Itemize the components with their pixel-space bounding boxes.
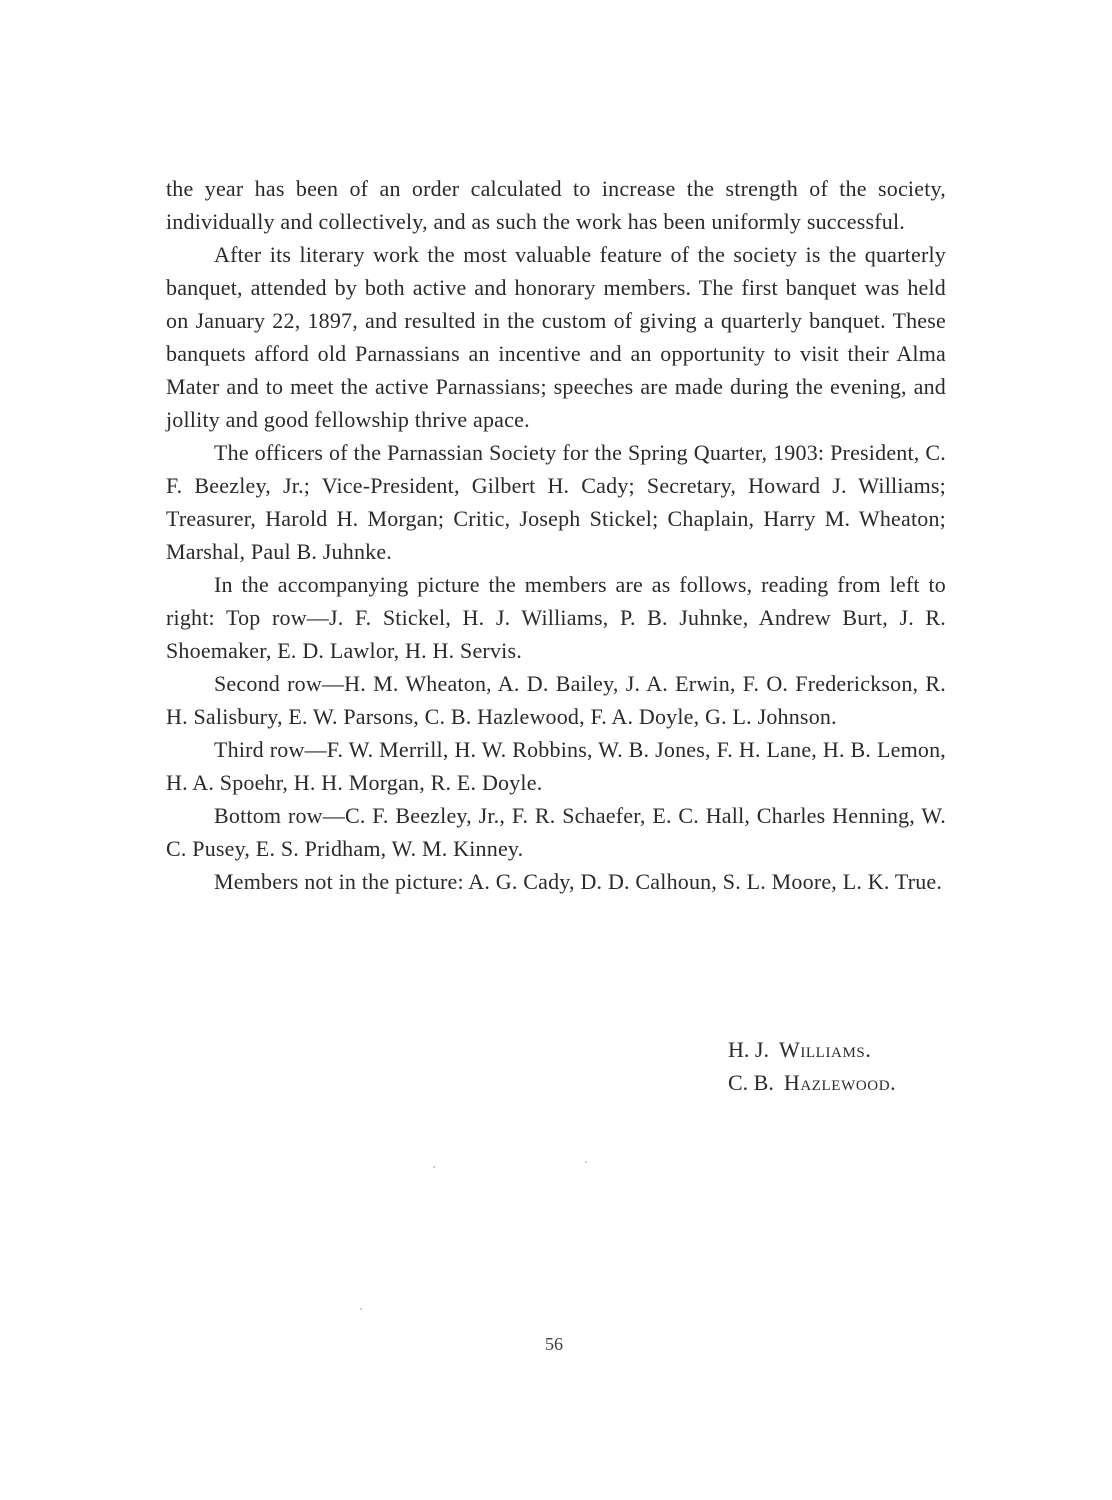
scan-speck [585,1161,587,1163]
paragraph-third-row: Third row—F. W. Merrill, H. W. Robbins, W. B. Jones, F. H. Lane, H. B. Lemon, H. A. Spoehr, H. H. Morgan, R. E. Doyle. [166,737,946,795]
scan-speck [433,1166,435,1168]
paragraph-absent-members: Members not in the picture: A. G. Cady, D. D. Calhoun, S. L. Moore, L. K. True. [214,869,943,894]
paragraph-top-row: In the accompanying picture the members are as follows, reading from left to right: Top row—J. F. Stickel, H. J. Williams, P. B. Juhnke, Andrew Burt, J. R. Shoemaker, E. D. Lawlor, H. H. Servis. [166,572,946,663]
page-number: 56 [545,1334,563,1354]
body-text [166,172,946,898]
signature-surname: Hazlewood. [783,1070,897,1095]
signature-williams [728,1033,896,1066]
signature-block [728,1033,896,1099]
paragraph-officers: The officers of the Parnassian Society for the Spring Quarter, 1903: President, C. F. Beezley, Jr.; Vice-President, Gilbert H. Cady; Secretary, Howard J. Williams; Treasurer, Harold H. Morgan; Critic, Joseph Stickel; Chaplain, Harry M. Wheaton; Marshal, Paul B. Juhnke. [166,440,946,564]
paragraph-bottom-row: Bottom row—C. F. Beezley, Jr., F. R. Schaefer, E. C. Hall, Charles Henning, W. C. Pusey, E. S. Pridham, W. M. Kinney. [166,803,946,861]
scan-speck [360,1308,362,1310]
paragraph-banquet: After its literary work the most valuable feature of the society is the quarterly banquet, attended by both active and honorary members. The first banquet was held on January 22, 1897, and resulted in the custom of giving a quarterly banquet. These banquets afford old Parnassians an incentive and an opportunity to visit their Alma Mater and to meet the active Parnassians; speeches are made during the evening, and jollity and good fellowship thrive apace. [166,242,946,432]
signature-hazlewood [728,1066,896,1099]
paragraph-second-row: Second row—H. M. Wheaton, A. D. Bailey, J. A. Erwin, F. O. Frederickson, R. H. Salisbury, E. W. Parsons, C. B. Hazlewood, F. A. Doyle, G. L. Johnson. [166,671,946,729]
signature-initials: C. B. [728,1070,774,1095]
signature-surname: Williams. [778,1037,872,1062]
signature-initials: H. J. [728,1037,769,1062]
paragraph-continuation: the year has been of an order calculated to increase the strength of the society, individually and collectively, and as such the work has been uniformly successful. [166,176,946,234]
